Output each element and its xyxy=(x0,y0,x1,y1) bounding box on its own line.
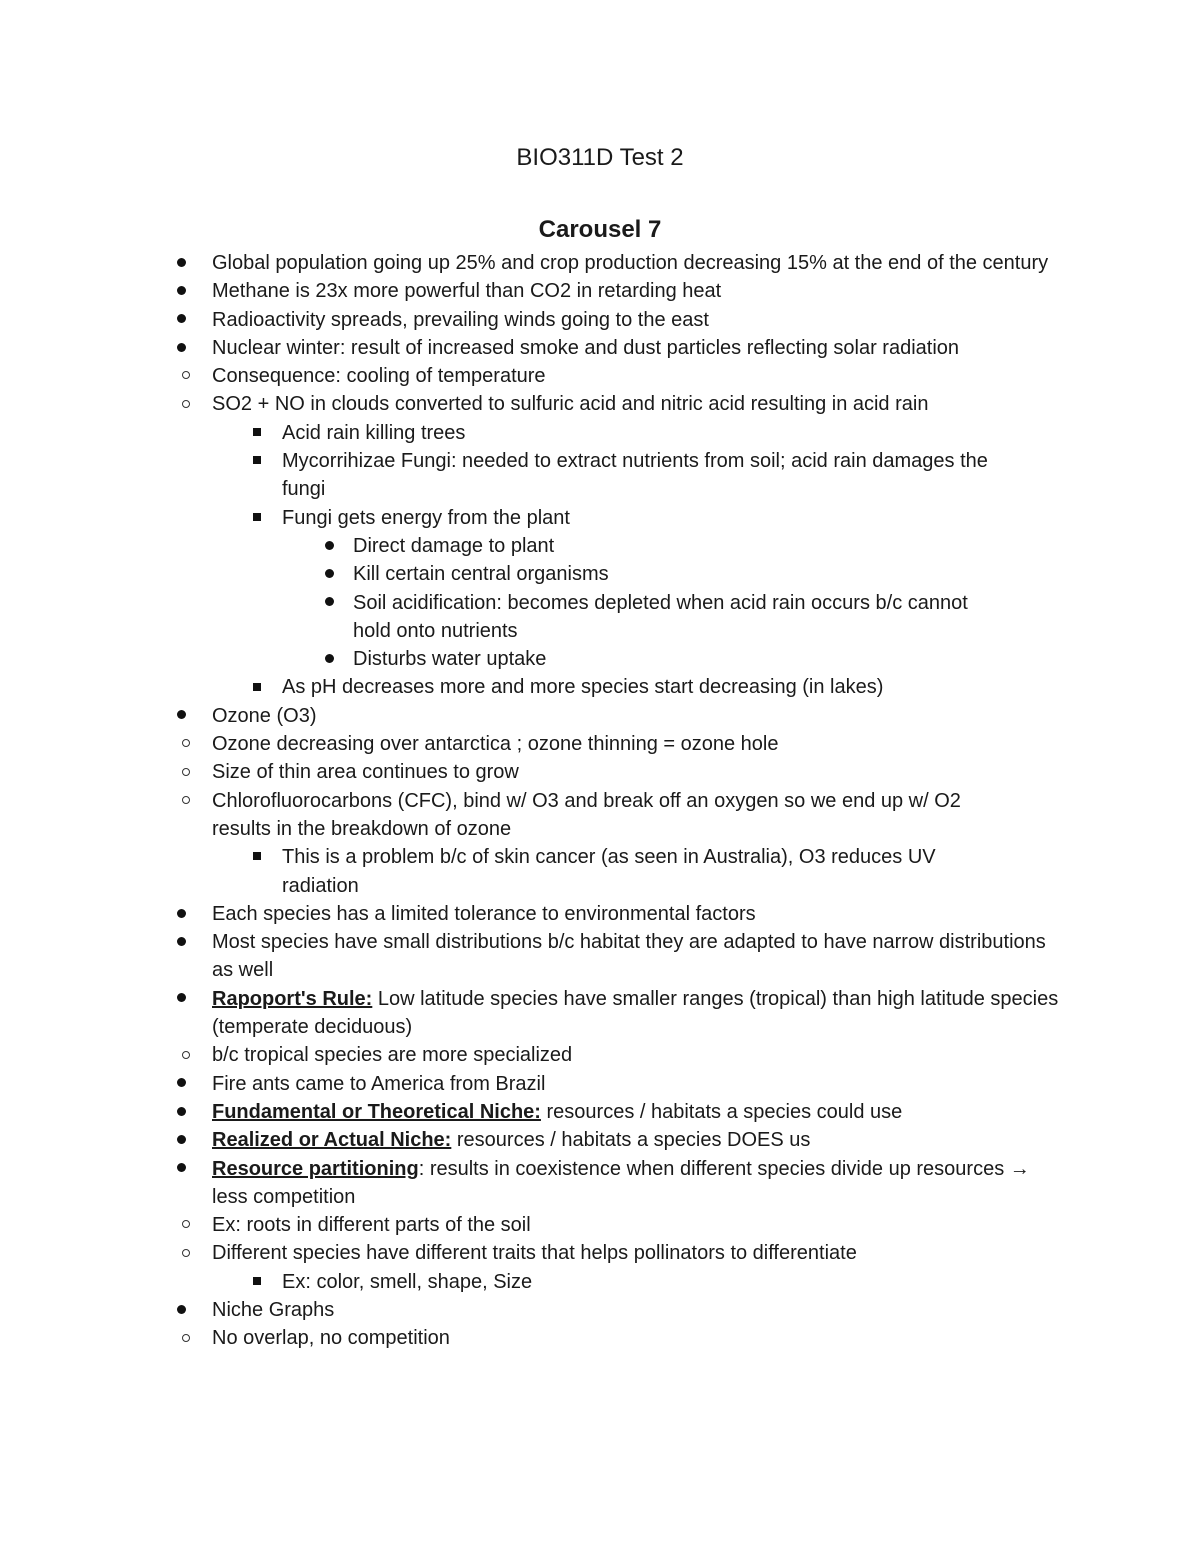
hollow-bullet-icon xyxy=(176,758,196,786)
square-bullet-icon xyxy=(247,504,267,532)
square-bullet-icon xyxy=(247,673,267,701)
list-item: Fundamental or Theoretical Niche: resources / habitats a species could use xyxy=(0,1098,1060,1126)
bullet-icon xyxy=(171,249,191,277)
bullet-icon xyxy=(171,1296,191,1324)
sub-list xyxy=(71,362,988,702)
list-item: Each species has a limited tolerance to environmental factors xyxy=(0,900,1060,928)
hollow-bullet-icon xyxy=(176,1239,196,1267)
key-term: Fundamental or Theoretical Niche: xyxy=(212,1100,541,1123)
bullet-icon xyxy=(171,702,191,730)
bullet-icon xyxy=(319,532,339,560)
square-bullet-icon xyxy=(247,843,267,871)
sub-list xyxy=(71,1324,848,1352)
bullet-icon xyxy=(171,1098,191,1126)
hollow-bullet-icon xyxy=(176,1324,196,1352)
list-item: Acid rain killing trees xyxy=(142,419,989,447)
square-bullet-icon xyxy=(247,419,267,447)
list-item: Rapoport's Rule: Low latitude species have smaller ranges (tropical) than high latitude species (temperate deciduous) b/c tropical species are more specialized xyxy=(0,985,1060,1070)
document-title: BIO311D Test 2 xyxy=(516,144,684,171)
square-bullet-icon xyxy=(247,447,267,475)
list-item: Chlorofluorocarbons (CFC), bind w/ O3 and break off an oxygen so we end up w/ O2 results in the breakdown of ozone This is a problem b/c of skin cancer (as seen in Australia), O3 reduces UV radiation xyxy=(71,787,989,900)
bullet-icon xyxy=(171,306,191,334)
list-item: Disturbs water uptake xyxy=(212,645,989,673)
list-item: Kill certain central organisms xyxy=(212,560,989,588)
sub-list xyxy=(142,419,989,702)
bullet-icon xyxy=(171,1070,191,1098)
list-item: Ex: color, smell, shape, Size xyxy=(142,1268,989,1296)
list-item: Mycorrihizae Fungi: needed to extract nutrients from soil; acid rain damages the fungi xyxy=(142,447,989,504)
list-item: Nuclear winter: result of increased smoke and dust particles reflecting solar radiation Consequence: cooling of temperature SO2 + NO in clouds converted to sulfuric acid and nitric acid resulting in acid rain Acid rain killing trees Mycorrihizae Fungi: needed to extract nutrients from soil; acid rain damages the fungi Fungi gets energy from the plant Direct damage to plant Kill certain central organisms Soil acidification: becomes depleted when acid rain occurs b/c cannot hold onto nutrients Disturbs water uptake As pH decreases more and more species start decreasing (in lakes) xyxy=(0,334,1060,702)
list-item: Size of thin area continues to grow xyxy=(71,758,989,786)
list-item: Different species have different traits that helps pollinators to differentiate Ex: color, smell, shape, Size xyxy=(71,1239,989,1296)
list-item: SO2 + NO in clouds converted to sulfuric acid and nitric acid resulting in acid rain Acid rain killing trees Mycorrihizae Fungi: needed to extract nutrients from soil; acid rain damages the fungi Fungi gets energy from the plant Direct damage to plant Kill certain central organisms Soil acidification: becomes depleted when acid rain occurs b/c cannot hold onto nutrients Disturbs water uptake As pH decreases more and more species start decreasing (in lakes) xyxy=(71,390,989,701)
list-item: Ozone decreasing over antarctica ; ozone thinning = ozone hole xyxy=(71,730,989,758)
list-item: Fire ants came to America from Brazil xyxy=(0,1070,1060,1098)
list-item: Ozone (O3) Ozone decreasing over antarctica ; ozone thinning = ozone hole Size of thin area continues to grow Chlorofluorocarbons (CFC), bind w/ O3 and break off an oxygen so we end up w/ O2 results in the breakdown of ozone This is a problem b/c of skin cancer (as seen in Australia), O3 reduces UV radiation xyxy=(0,702,1060,900)
bullet-icon xyxy=(171,277,191,305)
list-item: This is a problem b/c of skin cancer (as seen in Australia), O3 reduces UV radiation xyxy=(142,843,989,900)
list-item: Niche Graphs No overlap, no competition xyxy=(0,1296,1060,1353)
bullet-icon xyxy=(171,334,191,362)
list-item: Realized or Actual Niche: resources / habitats a species DOES us xyxy=(0,1126,1060,1154)
hollow-bullet-icon xyxy=(176,730,196,758)
list-item: b/c tropical species are more specialized xyxy=(71,1041,989,1069)
list-item: Direct damage to plant xyxy=(212,532,989,560)
key-term: Resource partitioning xyxy=(212,1157,419,1180)
hollow-bullet-icon xyxy=(176,787,196,815)
sub-list xyxy=(71,730,961,900)
key-term: Realized or Actual Niche: xyxy=(212,1129,452,1152)
sub-list xyxy=(142,843,989,900)
bullet-icon xyxy=(171,928,191,956)
hollow-bullet-icon xyxy=(176,390,196,418)
section-heading: Carousel 7 xyxy=(538,216,662,243)
list-item: Resource partitioning: results in coexistence when different species divide up resources → less competition Ex: roots in different parts of the soil Different species have different traits that helps pollinators to differentiate Ex: color, smell, shape, Size xyxy=(0,1155,1060,1296)
bullet-icon xyxy=(319,645,339,673)
list-item: Global population going up 25% and crop production decreasing 15% at the end of the century xyxy=(0,249,1060,277)
list-item: Soil acidification: becomes depleted when acid rain occurs b/c cannot hold onto nutrients xyxy=(212,589,989,646)
list-item: Consequence: cooling of temperature xyxy=(71,362,989,390)
sub-list xyxy=(71,1041,848,1069)
bullet-icon xyxy=(171,1155,191,1183)
key-term: Rapoport's Rule: xyxy=(212,987,373,1010)
bullet-icon xyxy=(319,560,339,588)
list-item: No overlap, no competition xyxy=(71,1324,989,1352)
list-item: Ex: roots in different parts of the soil xyxy=(71,1211,989,1239)
bullet-icon xyxy=(171,900,191,928)
hollow-bullet-icon xyxy=(176,1041,196,1069)
list-item: Methane is 23x more powerful than CO2 in retarding heat xyxy=(0,277,1060,305)
hollow-bullet-icon xyxy=(176,1211,196,1239)
square-bullet-icon xyxy=(247,1268,267,1296)
bullet-icon xyxy=(319,589,339,617)
list-item: Radioactivity spreads, prevailing winds going to the east xyxy=(0,306,1060,334)
sub-list xyxy=(212,532,989,673)
bullet-icon xyxy=(171,1126,191,1154)
list-item: As pH decreases more and more species start decreasing (in lakes) xyxy=(142,673,989,701)
list-item: Most species have small distributions b/c habitat they are adapted to have narrow distributions as well xyxy=(0,928,1060,985)
list-item: Fungi gets energy from the plant Direct damage to plant Kill certain central organisms Soil acidification: becomes depleted when acid rain occurs b/c cannot hold onto nutrients Disturbs water uptake xyxy=(142,504,989,674)
bullet-icon xyxy=(171,985,191,1013)
notes-list xyxy=(0,249,1200,1353)
sub-list xyxy=(71,1211,857,1296)
hollow-bullet-icon xyxy=(176,362,196,390)
sub-list xyxy=(142,1268,989,1296)
